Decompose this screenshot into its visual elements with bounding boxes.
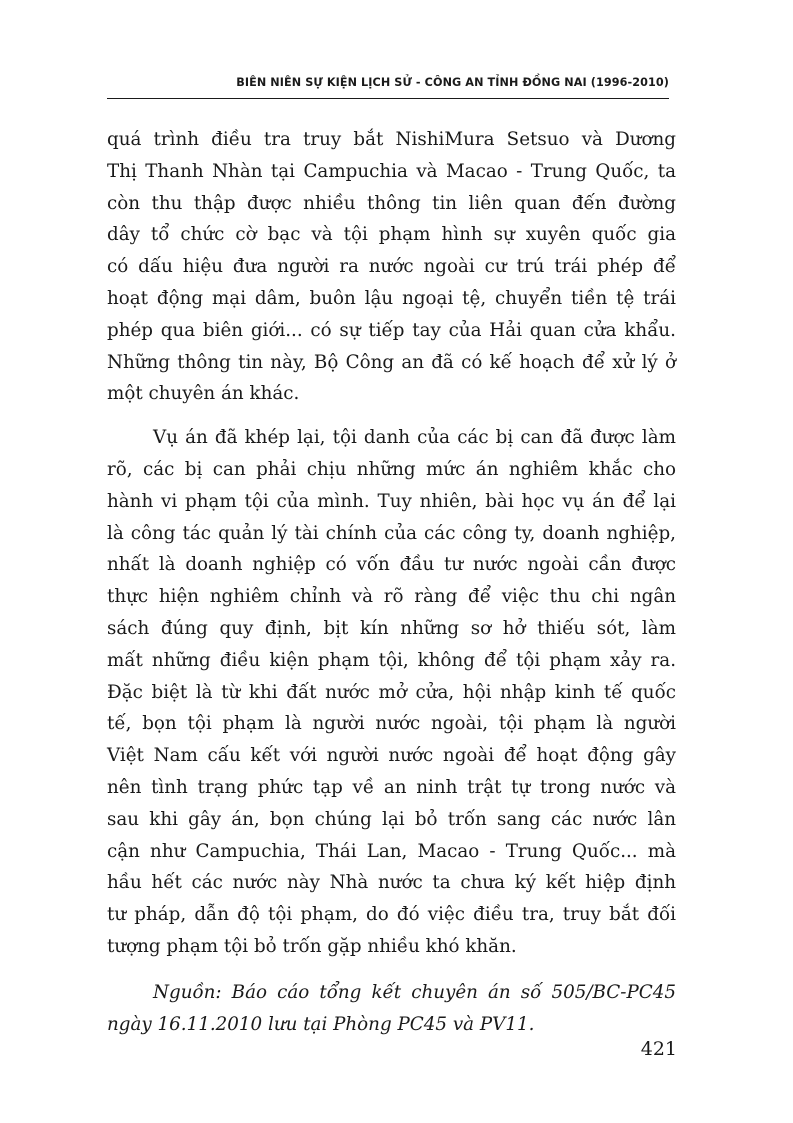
text-line: quá trình điều tra truy bắt NishiMura Setsuo và Dương (107, 129, 676, 150)
text-line: sách đúng quy định, bịt kín những sơ hở thiếu sót, làm (107, 617, 676, 639)
text-line: tư pháp, dẫn độ tội phạm, do đó việc điều tra, truy bắt đối (107, 904, 676, 926)
text-line: Việt Nam cấu kết với người nước ngoài để hoạt động gây (107, 745, 676, 767)
text-line: rõ, các bị can phải chịu những mức án nghiêm khắc cho (107, 458, 676, 480)
text-line: hoạt động mại dâm, buôn lậu ngoại tệ, chuyển tiền tệ trái (107, 287, 676, 309)
text-line: hành vi phạm tội của mình. Tuy nhiên, bài học vụ án để lại (107, 490, 676, 512)
body-text (107, 124, 676, 1040)
paragraph-lesson (107, 422, 676, 963)
text-line: có dấu hiệu đưa người ra nước ngoài cư trú trái phép để (107, 256, 676, 278)
text-line: nên tình trạng phức tạp về an ninh trật tự trong nước và (107, 776, 676, 798)
text-line: Vụ án đã khép lại, tội danh của các bị can đã được làm (153, 427, 676, 449)
text-line: Thị Thanh Nhàn tại Campuchia và Macao - Trung Quốc, ta (107, 160, 676, 182)
source-citation (107, 977, 676, 1041)
running-header: BIÊN NIÊN SỰ KIỆN LỊCH SỬ - CÔNG AN TỈNH ĐỒNG NAI (1996-2010) (236, 76, 669, 89)
text-line: dây tổ chức cờ bạc và tội phạm hình sự xuyên quốc gia (107, 224, 676, 246)
text-line: Đặc biệt là từ khi đất nước mở cửa, hội nhập kinh tế quốc (107, 681, 676, 703)
text-line: cận như Campuchia, Thái Lan, Macao - Trung Quốc... mà (107, 840, 676, 862)
text-line: sau khi gây án, bọn chúng lại bỏ trốn sang các nước lân (107, 808, 676, 830)
text-line: thực hiện nghiêm chỉnh và rõ ràng để việc thu chi ngân (107, 586, 676, 608)
text-line: tượng phạm tội bỏ trốn gặp nhiều khó khăn. (107, 935, 517, 957)
text-line: nhất là doanh nghiệp có vốn đầu tư nước ngoài cần được (107, 554, 676, 576)
text-line: là công tác quản lý tài chính của các công ty, doanh nghiệp, (107, 522, 676, 544)
paragraph-continuation (107, 124, 676, 410)
text-line: còn thu thập được nhiều thông tin liên quan đến đường (107, 192, 676, 214)
text-line: một chuyên án khác. (107, 383, 300, 405)
text-line: Những thông tin này, Bộ Công an đã có kế hoạch để xử lý ở (107, 351, 676, 373)
header-rule (107, 98, 669, 99)
page-number: 421 (640, 1038, 677, 1060)
text-line: hầu hết các nước này Nhà nước ta chưa ký kết hiệp định (107, 872, 676, 894)
text-line: phép qua biên giới... có sự tiếp tay của Hải quan cửa khẩu. (107, 319, 676, 341)
text-line: ngày 16.11.2010 lưu tại Phòng PC45 và PV11. (107, 1013, 535, 1035)
text-line: Nguồn: Báo cáo tổng kết chuyên án số 505/BC-PC45 (153, 981, 676, 1003)
text-line: mất những điều kiện phạm tội, không để tội phạm xảy ra. (107, 649, 676, 671)
text-line: tế, bọn tội phạm là người nước ngoài, tội phạm là người (107, 713, 676, 735)
